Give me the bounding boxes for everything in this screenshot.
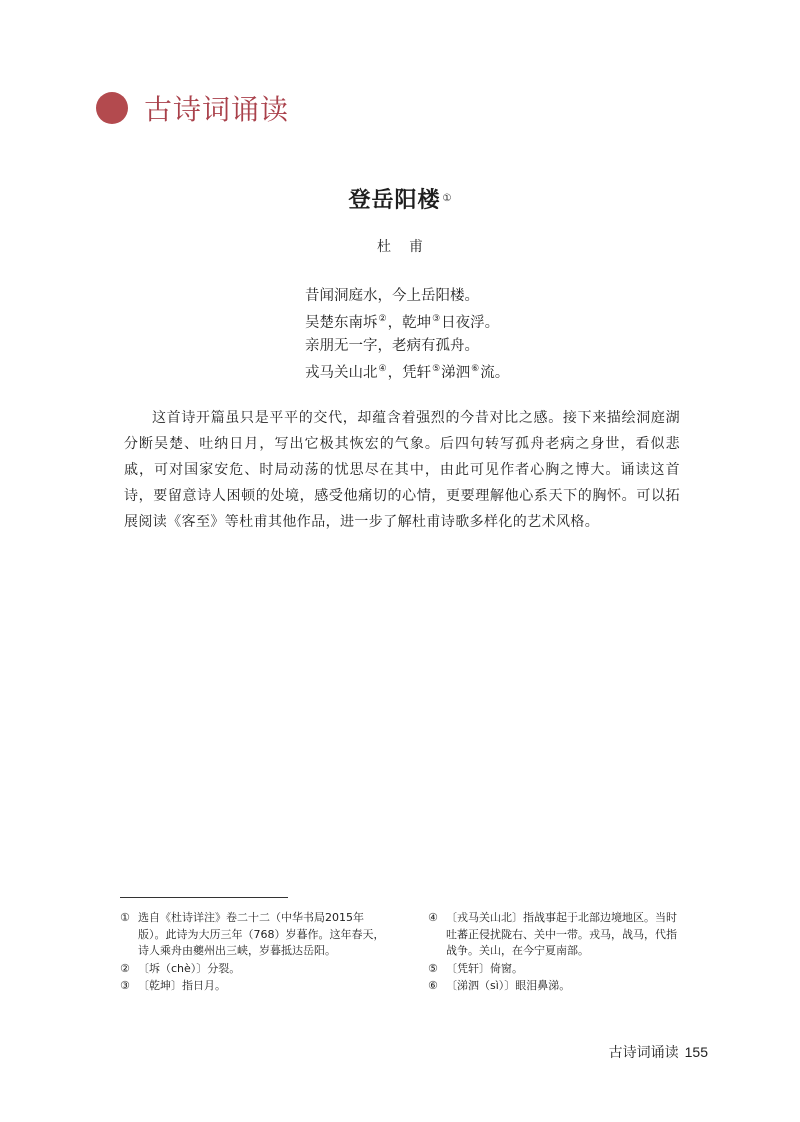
poem-text: 戎马关山北 [305,364,378,381]
section-title: 古诗词诵读 [144,93,290,126]
poem-title-note-ref: ① [442,192,452,204]
footnote-text: 〔戎马关山北〕指战事起于北部边境地区。当时吐蕃正侵扰陇右、关中一带。戎马，战马，代指战争。关山，在今宁夏南部。 [446,911,677,957]
footnotes-right-column [428,910,678,996]
section-dot-icon [96,92,128,124]
footnote-text: 〔凭轩〕倚窗。 [446,961,523,975]
poem-text: 亲朋无一字，老病有孤舟。 [305,337,479,354]
footnote-item [428,910,678,960]
footnote-item [120,910,390,960]
footnote-ref: ⑤ [432,363,441,374]
poem-title: 登岳阳楼 [348,187,441,213]
poem-text: 日夜浮。 [441,314,500,331]
poem-line [305,335,509,358]
page-footer [609,1042,708,1062]
poem-text: ，凭轩 [387,364,432,381]
commentary-paragraph: 这首诗开篇虽只是平平的交代，却蕴含着强烈的今昔对比之感。接下来描绘洞庭湖分断吴楚、吐纳日月，写出它极其恢宏的气象。后四句转写孤舟老病之身世，看似悲戚，可对国家安危、时局动荡的忧思尽在其中，由此可见作者心胸之博大。诵读这首诗，要留意诗人困顿的处境，感受他痛切的心情，更要理解他心系天下的胸怀。可以拓展阅读《客至》等杜甫其他作品，进一步了解杜甫诗歌多样化的艺术风格。 [124,410,680,530]
footnote-ref: ③ [432,314,441,324]
footnote-marker: ③ [120,979,130,992]
footnote-marker: ⑤ [428,961,438,975]
footnote-text: 〔涕泗（sì）〕眼泪鼻涕。 [446,979,571,992]
footnote-item [428,961,678,978]
footnotes-left-column [120,910,390,996]
poem-line [305,308,509,335]
poem-author: 杜甫 [377,239,441,255]
footnote-marker: ⑥ [428,979,438,992]
footnote-marker: ② [120,961,130,975]
page-number: 155 [684,1044,708,1060]
poem-text: 流。 [480,364,510,381]
footnote-text: 〔坼（chè）〕分裂。 [138,961,241,975]
footnote-item [428,978,678,995]
poem-title-block [0,183,800,214]
footnote-ref: ④ [378,363,387,374]
footnote-marker: ① [120,911,130,924]
poem-text: 吴楚东南坼 [305,314,378,331]
poem-text: 昔闻洞庭水，今上岳阳楼。 [305,288,479,304]
poem-line [305,358,509,385]
poem-line [305,285,509,308]
footnote-text: 选自《杜诗详注》卷二十二（中华书局2015年版）。此诗为大历三年（768）岁暮作。这年春天，诗人乘舟由夔州出三峡，岁暮抵达岳阳。 [138,911,385,957]
poem-text: 涕泗 [441,364,471,381]
footnote-marker: ④ [428,911,438,924]
section-header [96,88,289,128]
poem-text: ，乾坤 [387,314,432,331]
footnote-divider [120,897,288,898]
footnote-text: 〔乾坤〕指日月。 [138,979,226,992]
footnote-ref: ⑥ [471,363,480,374]
footnote-item [120,978,390,995]
footer-section-title: 古诗词诵读 [608,1045,679,1061]
poem-body [305,285,509,385]
footnote-ref: ② [378,314,387,324]
footnote-item [120,961,390,978]
